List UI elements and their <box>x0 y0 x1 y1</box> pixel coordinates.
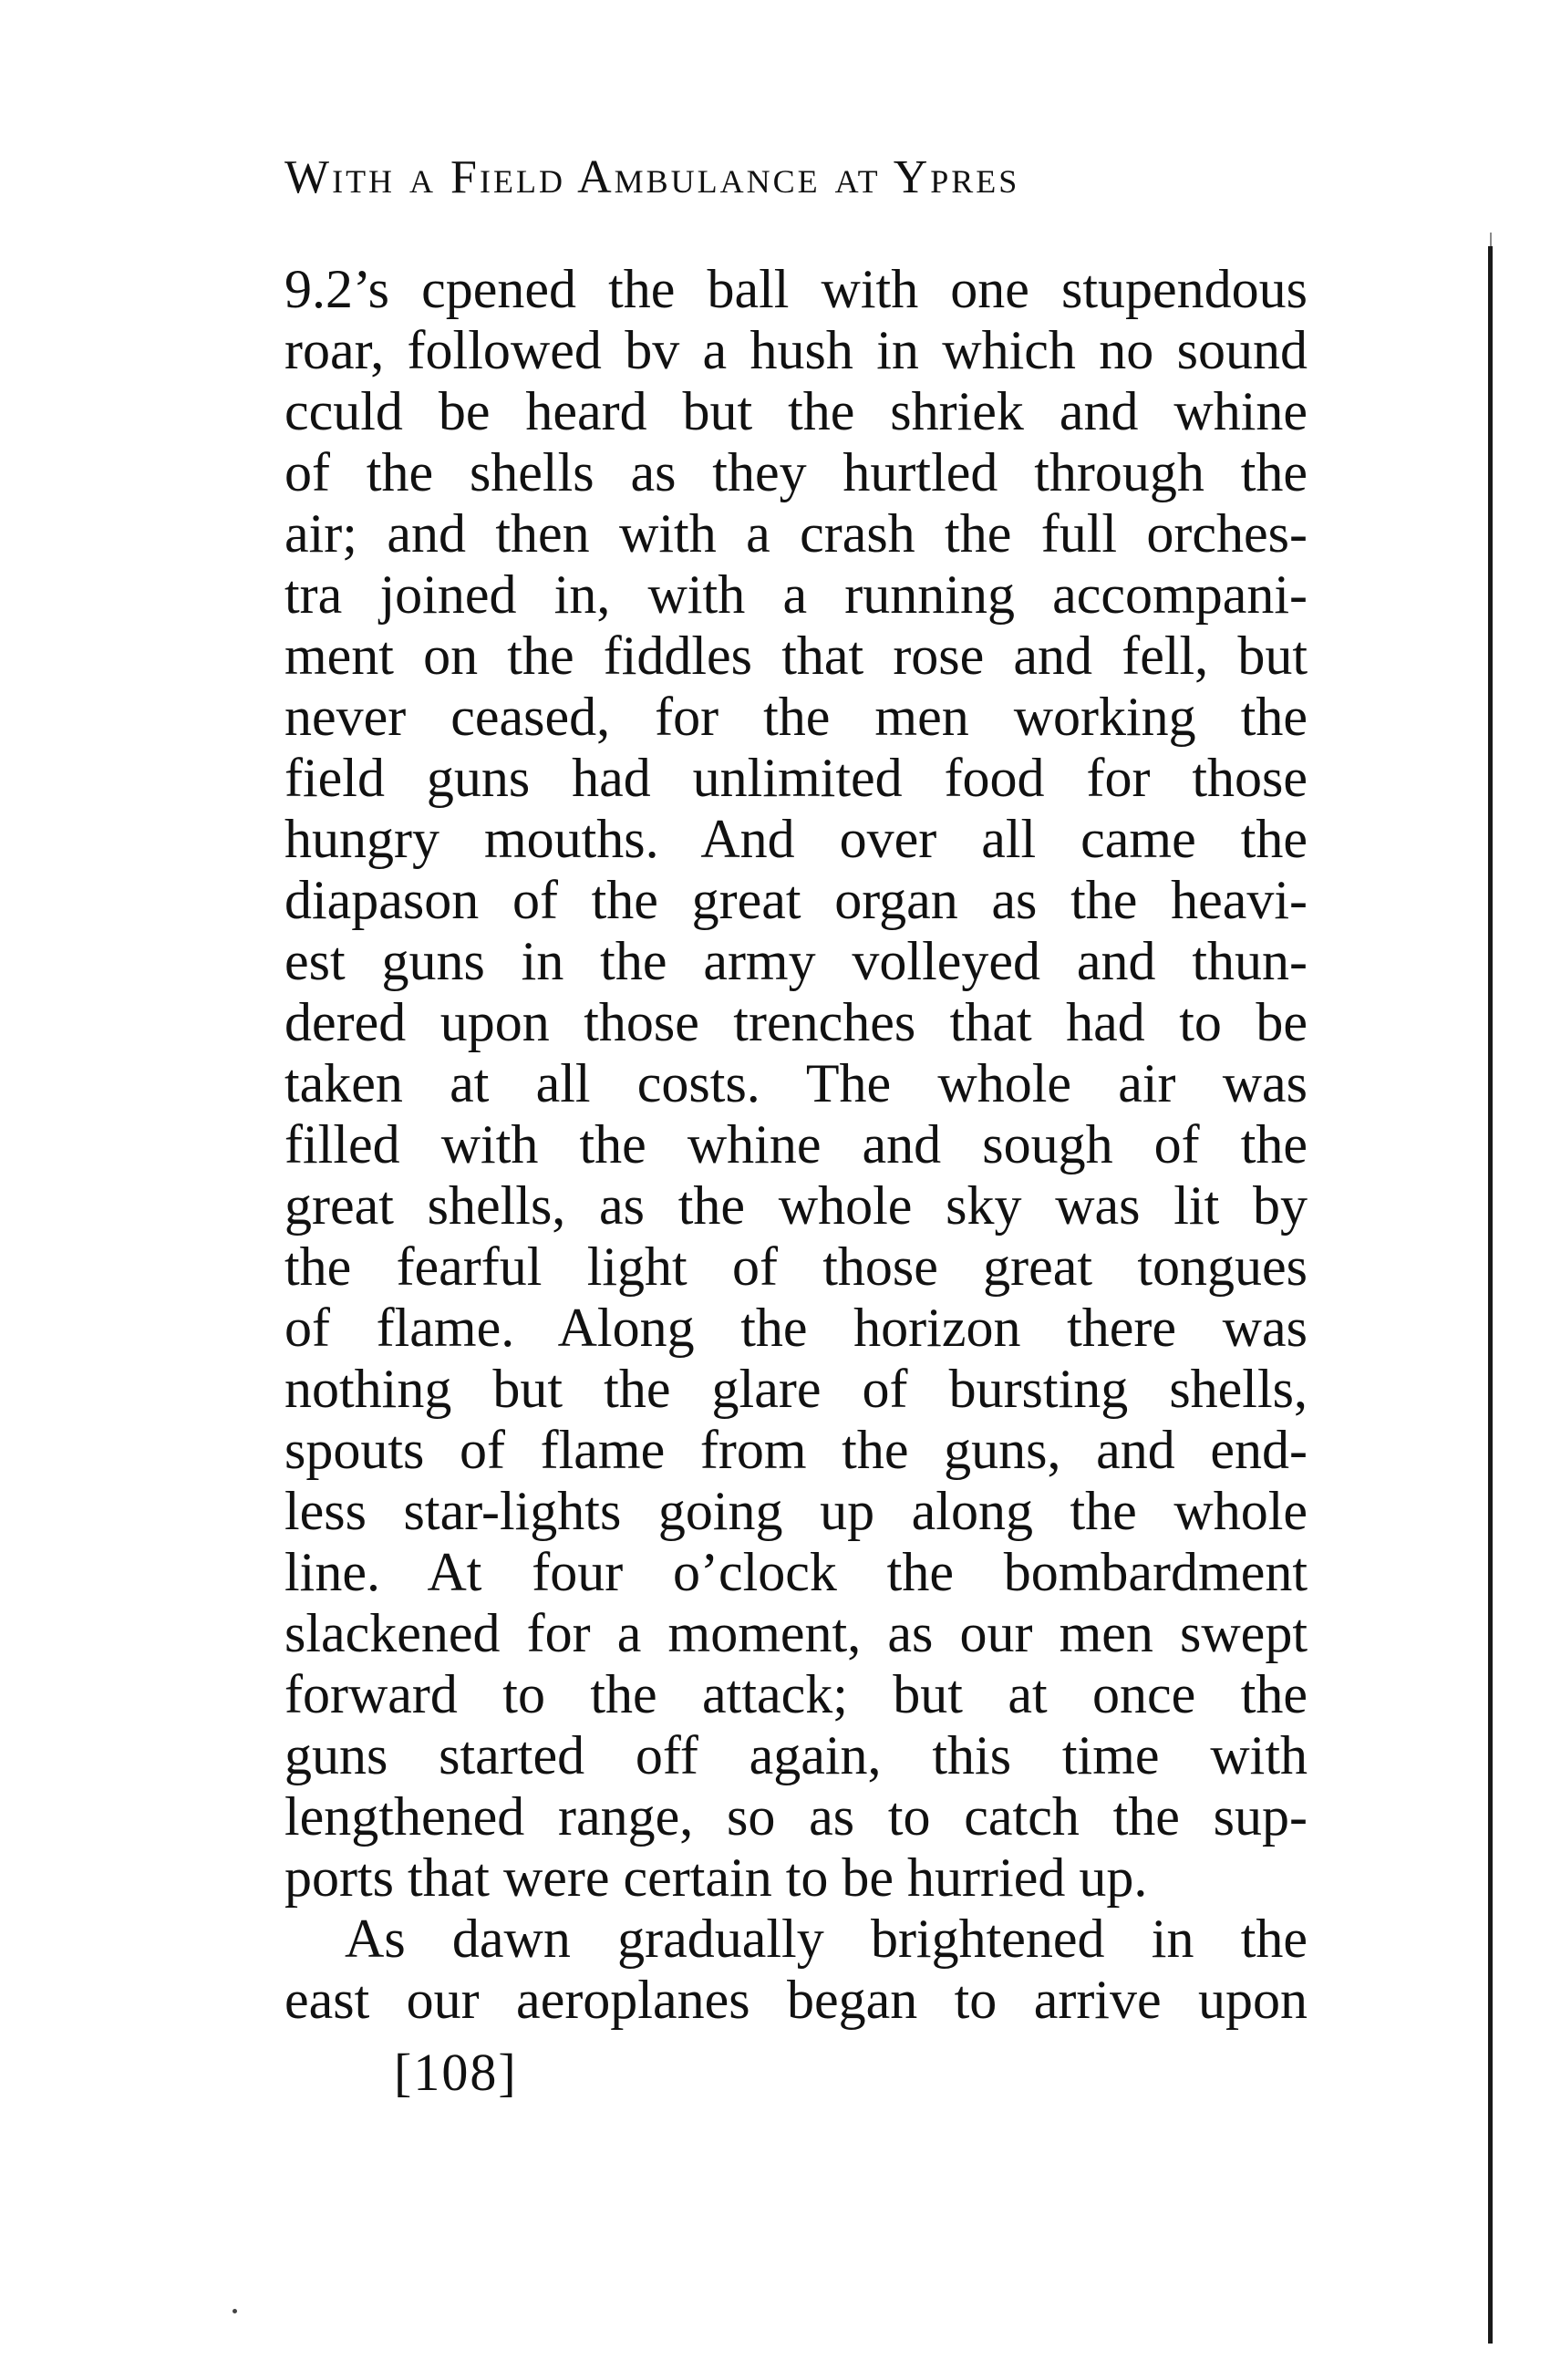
text-line: roar, followed bv a hush in which no sound <box>284 320 1308 380</box>
text-line: 9.2’s cpened the ball with one stupendous <box>284 259 1308 319</box>
scan-speck <box>233 2309 237 2313</box>
text-line: filled with the whine and sough of the <box>284 1114 1308 1174</box>
text-line: never ceased, for the men working the <box>284 687 1308 747</box>
text-line: slackened for a moment, as our men swept <box>284 1603 1308 1663</box>
text-line: hungry mouths. And over all came the <box>284 809 1308 869</box>
text-line: tra joined in, with a running accompani- <box>284 564 1308 625</box>
text-line: forward to the attack; but at once the <box>284 1664 1308 1724</box>
text-line: est guns in the army volleyed and thun- <box>284 931 1308 991</box>
binding-edge-line <box>1488 246 1493 2344</box>
text-line: the fearful light of those great tongues <box>284 1237 1308 1297</box>
text-line: of the shells as they hurtled through the <box>284 442 1308 502</box>
text-line: east our aeroplanes began to arrive upon <box>284 1970 1308 2030</box>
text-line: cculd be heard but the shriek and whine <box>284 381 1308 441</box>
text-line: nothing but the glare of bursting shells, <box>284 1359 1308 1419</box>
page-number: [108] <box>394 2043 518 2102</box>
text-line: ment on the fiddles that rose and fell, but <box>284 626 1308 686</box>
text-line: great shells, as the whole sky was lit by <box>284 1175 1308 1236</box>
text-line: field guns had unlimited food for those <box>284 748 1308 808</box>
text-line: line. At four o’clock the bombardment <box>284 1542 1308 1602</box>
text-line: guns started off again, this time with <box>284 1725 1308 1785</box>
text-line: dered upon those trenches that had to be <box>284 992 1308 1052</box>
text-line: As dawn gradually brightened in the <box>345 1909 1308 1969</box>
running-head: With a Field Ambulance at Ypres <box>284 151 1020 203</box>
text-line: air; and then with a crash the full orches- <box>284 503 1308 564</box>
text-line: taken at all costs. The whole air was <box>284 1053 1308 1113</box>
text-line: ports that were certain to be hurried up. <box>284 1847 1148 1908</box>
body-text <box>284 259 1308 2031</box>
text-line: of flame. Along the horizon there was <box>284 1298 1308 1358</box>
text-line: spouts of flame from the guns, and end- <box>284 1420 1308 1480</box>
text-line: diapason of the great organ as the heavi- <box>284 870 1308 930</box>
text-line: lengthened range, so as to catch the sup- <box>284 1786 1308 1847</box>
text-line: less star-lights going up along the whole <box>284 1481 1308 1541</box>
